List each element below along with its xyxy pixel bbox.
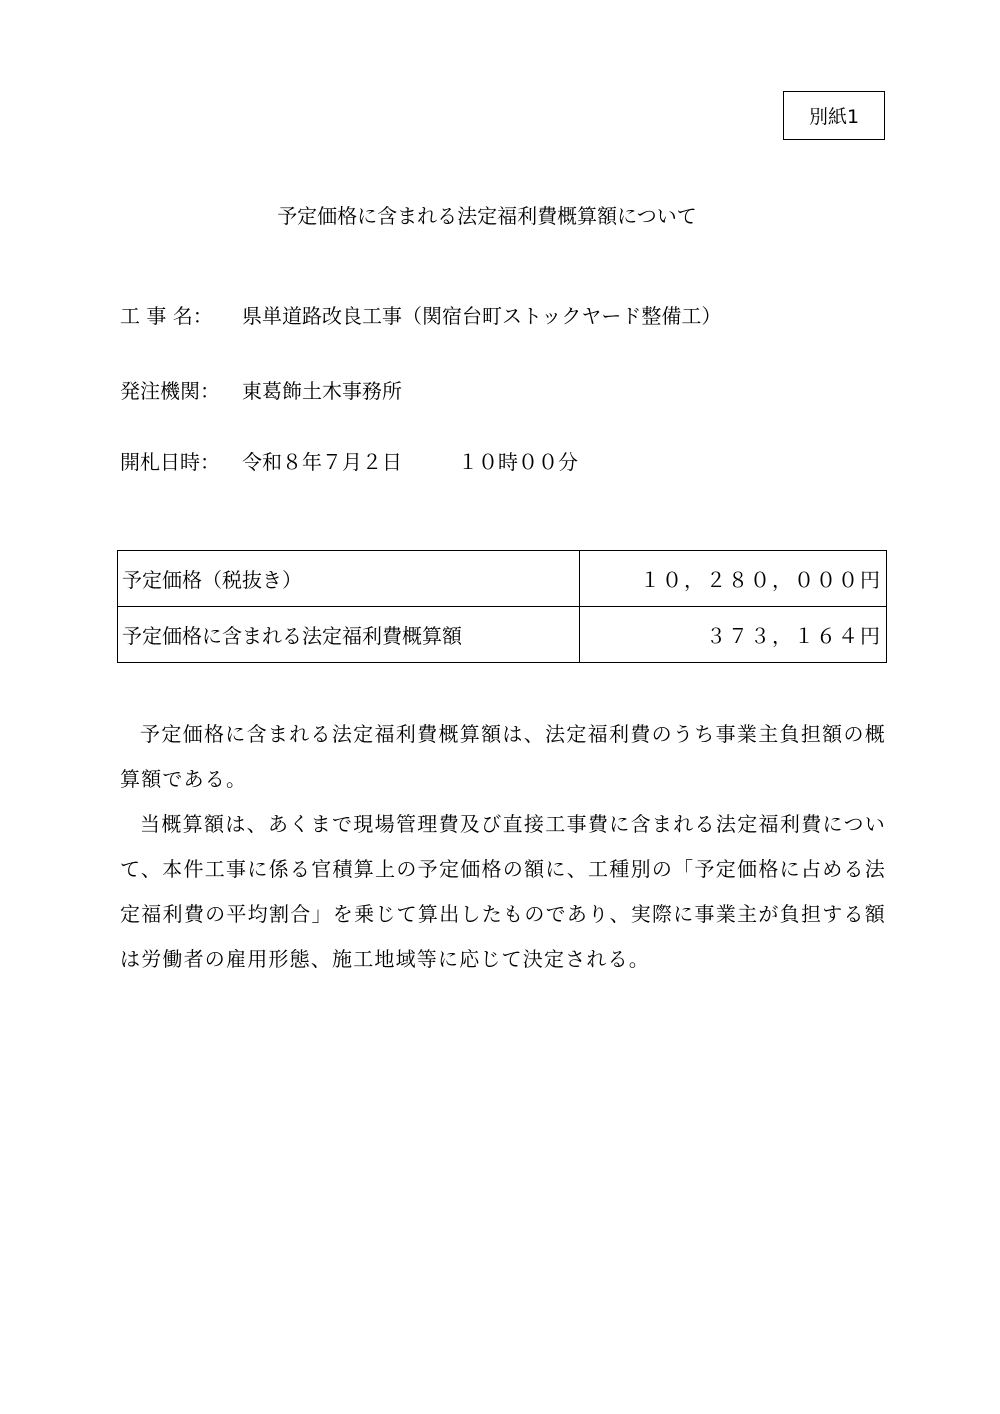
explanation-text xyxy=(120,712,886,982)
orderer-label: 発注機関： xyxy=(120,379,220,403)
opening-time: １０時００分 xyxy=(458,450,578,474)
price-value: １０，２８０，０００円 xyxy=(580,551,887,607)
document-title: 予定価格に含まれる法定福利費概算額について xyxy=(277,204,697,228)
price-label: 予定価格（税抜き） xyxy=(118,551,580,607)
project-name-value: 県単道路改良工事（関宿台町ストックヤード整備工） xyxy=(242,304,722,328)
opening-datetime-label: 開札日時： xyxy=(120,450,220,474)
paragraph: 当概算額は、あくまで現場管理費及び直接工事費に含まれる法定福利費について、本件工事に係る官積算上の予定価格の額に、工種別の「予定価格に占める法定福利費の平均割合」を乗じて算出したものであり、実際に事業主が負担する額は労働者の雇用形態、施工地域等に応じて決定される。 xyxy=(120,812,886,971)
table-row xyxy=(118,551,887,607)
attachment-label: 別紙1 xyxy=(783,91,885,140)
opening-date: 令和８年７月２日 xyxy=(242,450,402,474)
opening-datetime-value xyxy=(242,449,742,475)
orderer-value: 東葛飾土木事務所 xyxy=(242,379,402,403)
paragraph: 予定価格に含まれる法定福利費概算額は、法定福利費のうち事業主負担額の概算額である。 xyxy=(120,722,886,791)
table-row xyxy=(118,607,887,663)
price-table xyxy=(117,550,887,663)
project-name-label: 工 事 名： xyxy=(120,304,213,328)
welfare-cost-value: ３７３，１６４円 xyxy=(580,607,887,663)
welfare-cost-label: 予定価格に含まれる法定福利費概算額 xyxy=(118,607,580,663)
